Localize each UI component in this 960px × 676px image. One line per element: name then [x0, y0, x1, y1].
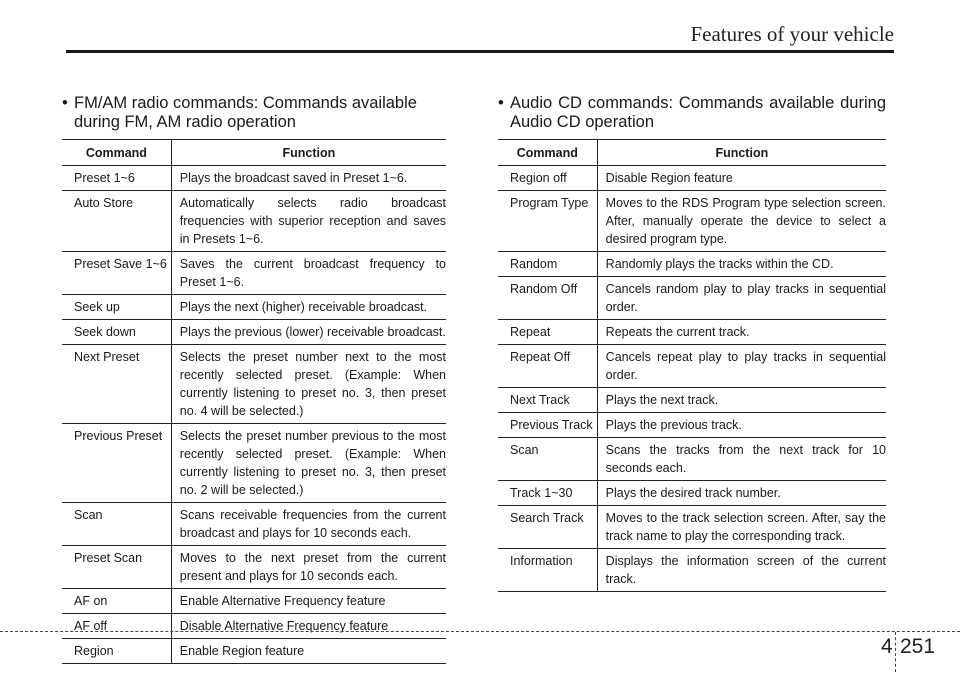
command-cell: Search Track — [498, 506, 597, 549]
table-row — [62, 345, 446, 424]
command-cell: AF on — [62, 589, 171, 614]
table-row — [62, 639, 446, 664]
table-header-row — [498, 140, 886, 166]
audio-cd-commands-section — [498, 94, 886, 592]
table-row — [62, 614, 446, 639]
function-cell: Scans the tracks from the next track for 10 seconds each. — [597, 438, 886, 481]
command-cell: Scan — [498, 438, 597, 481]
table-row — [498, 345, 886, 388]
table-row — [498, 252, 886, 277]
table-row — [62, 546, 446, 589]
fm-am-section-heading: • FM/AM radio commands: Commands available during FM, AM radio operation — [62, 94, 417, 131]
function-cell: Repeats the current track. — [597, 320, 886, 345]
command-cell: Preset 1~6 — [62, 166, 171, 191]
table-row — [498, 191, 886, 252]
table-header-row — [62, 140, 446, 166]
command-cell: Repeat Off — [498, 345, 597, 388]
function-column-header: Function — [597, 140, 886, 166]
function-cell: Enable Region feature — [171, 639, 446, 664]
page-number-separator — [895, 632, 896, 672]
table-row — [62, 589, 446, 614]
table-row — [498, 166, 886, 191]
table-row — [498, 320, 886, 345]
audio-cd-commands-table — [498, 139, 886, 592]
page-header-title: Features of your vehicle — [690, 22, 894, 46]
command-cell: Region — [62, 639, 171, 664]
page-number: 251 — [900, 635, 936, 658]
command-cell: Region off — [498, 166, 597, 191]
function-cell: Disable Region feature — [597, 166, 886, 191]
function-cell: Selects the preset number next to the most recently selected preset. (Example: When currently listening to preset no. 3, then preset no. 4 will be selected.) — [171, 345, 446, 424]
table-row — [62, 424, 446, 503]
function-cell: Randomly plays the tracks within the CD. — [597, 252, 886, 277]
function-cell: Cancels random play to play tracks in sequential order. — [597, 277, 886, 320]
table-row — [498, 481, 886, 506]
function-cell: Plays the previous (lower) receivable broadcast. — [171, 320, 446, 345]
table-row — [62, 252, 446, 295]
table-row — [62, 295, 446, 320]
footer-rule — [0, 631, 960, 632]
command-cell: Track 1~30 — [498, 481, 597, 506]
command-cell: Scan — [62, 503, 171, 546]
header-rule — [66, 50, 894, 53]
function-cell: Moves to the next preset from the current present and plays for 10 seconds each. — [171, 546, 446, 589]
function-cell: Displays the information screen of the current track. — [597, 549, 886, 592]
table-row — [498, 413, 886, 438]
table-row — [498, 549, 886, 592]
audio-cd-section-heading: • Audio CD commands: Commands available during Audio CD operation — [498, 94, 886, 131]
table-row — [62, 166, 446, 191]
function-cell: Plays the previous track. — [597, 413, 886, 438]
table-row — [62, 320, 446, 345]
bullet-icon: • — [498, 94, 504, 112]
table-row — [498, 506, 886, 549]
function-cell: Plays the next track. — [597, 388, 886, 413]
function-cell: Saves the current broadcast frequency to Preset 1~6. — [171, 252, 446, 295]
function-cell: Plays the broadcast saved in Preset 1~6. — [171, 166, 446, 191]
command-cell: Next Track — [498, 388, 597, 413]
command-cell: Random Off — [498, 277, 597, 320]
command-cell: Random — [498, 252, 597, 277]
table-row — [498, 438, 886, 481]
command-cell: Previous Track — [498, 413, 597, 438]
function-cell: Cancels repeat play to play tracks in sequential order. — [597, 345, 886, 388]
command-cell: Auto Store — [62, 191, 171, 252]
function-cell: Moves to the track selection screen. After, say the track name to play the corresponding track. — [597, 506, 886, 549]
function-cell: Plays the next (higher) receivable broadcast. — [171, 295, 446, 320]
function-cell: Disable Alternative Frequency feature — [171, 614, 446, 639]
command-cell: Repeat — [498, 320, 597, 345]
function-cell: Plays the desired track number. — [597, 481, 886, 506]
command-cell: Preset Scan — [62, 546, 171, 589]
table-row — [498, 388, 886, 413]
fm-am-commands-section — [62, 94, 446, 664]
chapter-number: 4 — [881, 635, 893, 658]
command-cell: AF off — [62, 614, 171, 639]
bullet-icon: • — [62, 94, 68, 112]
command-cell: Previous Preset — [62, 424, 171, 503]
function-cell: Selects the preset number previous to the most recently selected preset. (Example: When currently listening to preset no. 3, then preset no. 2 will be selected.) — [171, 424, 446, 503]
command-cell: Preset Save 1~6 — [62, 252, 171, 295]
command-cell: Next Preset — [62, 345, 171, 424]
command-cell: Information — [498, 549, 597, 592]
fm-am-commands-table — [62, 139, 446, 664]
function-cell: Automatically selects radio broadcast frequencies with superior reception and saves in Presets 1~6. — [171, 191, 446, 252]
function-cell: Enable Alternative Frequency feature — [171, 589, 446, 614]
command-column-header: Command — [498, 140, 597, 166]
command-cell: Program Type — [498, 191, 597, 252]
table-row — [62, 503, 446, 546]
function-cell: Scans receivable frequencies from the current broadcast and plays for 10 seconds each. — [171, 503, 446, 546]
fm-am-table-body — [62, 166, 446, 664]
table-row — [498, 277, 886, 320]
function-column-header: Function — [171, 140, 446, 166]
command-cell: Seek up — [62, 295, 171, 320]
table-row — [62, 191, 446, 252]
command-column-header: Command — [62, 140, 171, 166]
command-cell: Seek down — [62, 320, 171, 345]
audio-cd-table-body — [498, 166, 886, 592]
function-cell: Moves to the RDS Program type selection screen. After, manually operate the device to select a desired program type. — [597, 191, 886, 252]
